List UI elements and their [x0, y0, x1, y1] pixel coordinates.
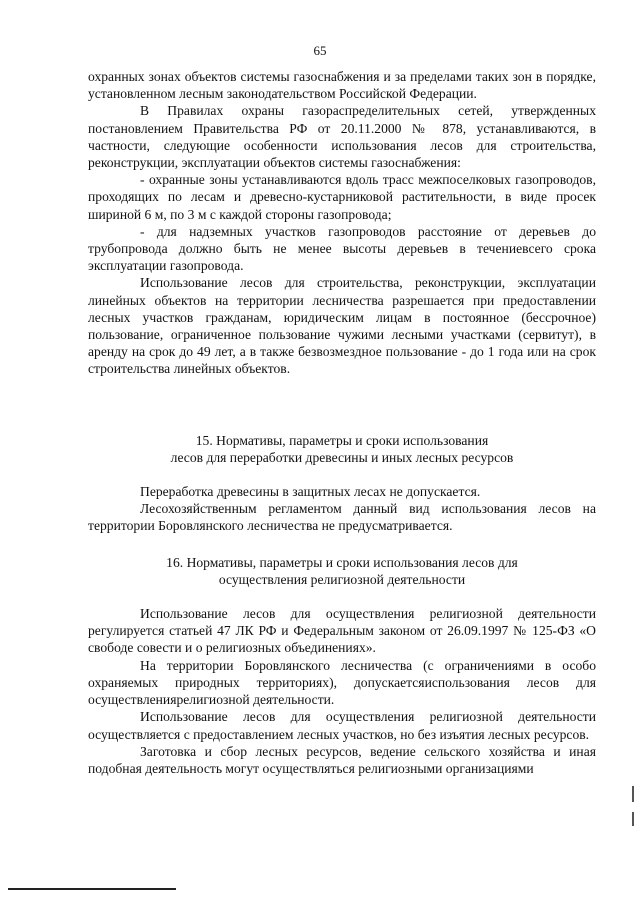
paragraph-protection-zones: - охранные зоны устанавливаются вдоль трасс межпоселковых газопроводов, проходящих по лесам и древесно-кустарниковой растительности, в виде просек шириной 6 м, по 3 м с каждой стороны газопровода;: [88, 172, 596, 222]
section-15-title-line1: 15. Нормативы, параметры и сроки использования: [195, 432, 489, 448]
paragraph-gas-rules: В Правилах охраны газораспределительных сетей, утвержденных постановлением Правительства РФ от 20.11.2000 № 878, устанавливаются, в частности, следующие особенности использования лесов для строительства, реконструкции, эксплуатации объектов системы газоснабжения:: [88, 103, 596, 171]
section-16-paragraph: Использование лесов для осуществления религиозной деятельности регулируется статьей 47 ЛК РФ и Федеральным законом от 26.09.1997 № 125-ФЗ «О свободе совести и о религиозных объединениях».: [88, 606, 596, 656]
section-16-title-line2: осуществления религиозной деятельности: [218, 571, 466, 587]
scan-bottom-rule: [8, 888, 176, 890]
section-16-paragraph: Использование лесов для осуществления религиозной деятельности осуществляется с предоставлением лесных участков, но без изъятия лесных ресурсов.: [88, 709, 596, 742]
section-16-paragraph: Заготовка и сбор лесных ресурсов, ведение сельского хозяйства и иная подобная деятельность могут осуществляться религиозными организациями: [88, 743, 596, 776]
section-15-paragraph: Переработка древесины в защитных лесах не допускается.: [140, 484, 481, 500]
section-16-paragraph: На территории Боровлянского лесничества (с ограничениями в особо охраняемых природных территориях), допускаетсяиспользования лесов для осуществлениярелигиозной деятельности.: [88, 657, 596, 708]
paragraph-continuation: охранных зонах объектов системы газоснабжения и за пределами таких зон в порядке, установленном лесным законодательством Российской Федерации.: [88, 69, 596, 102]
document-body: [88, 68, 596, 777]
paragraph-linear-objects: Использование лесов для строительства, реконструкции, эксплуатации линейных объектов на территории лесничества разрешается при предоставлении лесных участков гражданам, юридическим лицам в постоянное (бессрочное) пользование, ограниченное пользование чужими лесными участками (сервитут), в аренду на срок до 49 лет, а в также безвозмездное пользование - до 1 года или на срок строительства линейных объектов.: [88, 275, 596, 377]
scan-edge-mark: [632, 812, 634, 826]
scan-edge-mark: [632, 786, 634, 802]
page-number: 65: [313, 43, 327, 58]
section-15-paragraph: Лесохозяйственным регламентом данный вид использования лесов на территории Боровлянского лесничества не предусматривается.: [88, 501, 596, 534]
paragraph-above-ground: - для надземных участков газопроводов расстояние от деревьев до трубопровода должно быть не менее высоты деревьев в течениевсего срока эксплуатации газопровода.: [88, 223, 596, 274]
section-15-title-line2: лесов для переработки древесины и иных лесных ресурсов: [170, 449, 514, 465]
section-16-heading: [88, 554, 596, 588]
section-16-title-line1: 16. Нормативы, параметры и сроки использования лесов для: [166, 554, 518, 570]
section-15-heading: [88, 432, 596, 466]
